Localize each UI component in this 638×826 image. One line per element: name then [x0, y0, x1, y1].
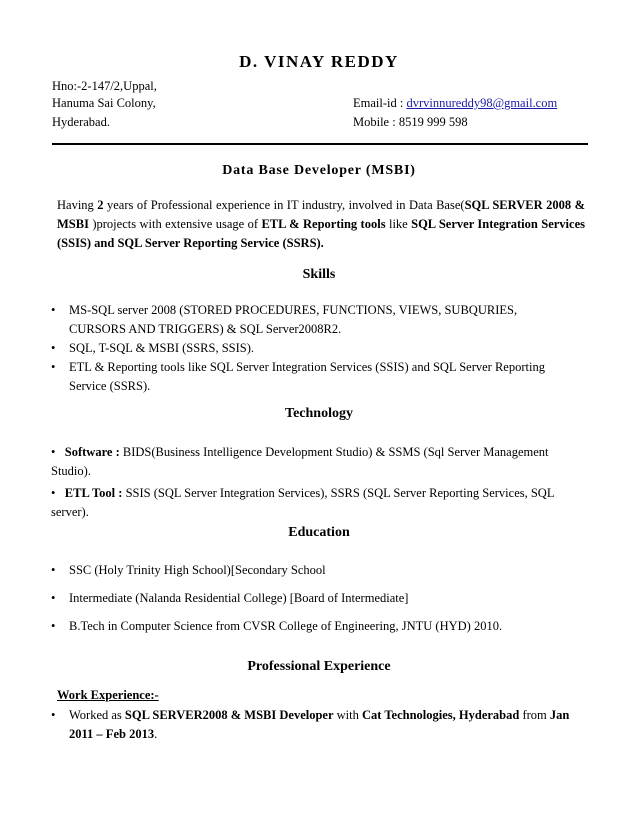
skills-list [51, 301, 571, 396]
list-item [51, 358, 571, 396]
list-item [51, 617, 579, 636]
summary-text: Having [57, 198, 98, 212]
experience-text: with [333, 708, 363, 722]
summary-text: years of Professional experience in IT industry, involved in Data Base( [103, 198, 465, 212]
tech-text: BIDS(Business Intelligence Development Studio) & SSMS (Sql Server Management Studio). [51, 445, 549, 478]
experience-heading: Professional Experience [247, 659, 391, 674]
summary-tools: ETL & Reporting tools [261, 217, 386, 231]
summary-paragraph [57, 196, 585, 253]
list-item [51, 339, 571, 358]
experience-text: Worked as [69, 708, 125, 722]
address-line-3: Hyderabad. [52, 115, 110, 129]
bullet-icon: • [51, 486, 56, 500]
bullet-icon: • [51, 591, 56, 605]
bullet-icon: • [51, 360, 56, 374]
education-text: Intermediate (Nalanda Residential College) [Board of Intermediate] [69, 591, 409, 605]
email-link[interactable]: dvrvinnureddy98@gmail.com [406, 96, 558, 110]
bullet-icon: • [51, 341, 56, 355]
candidate-name: D. VINAY REDDY [239, 52, 399, 71]
bullet-icon: • [51, 303, 56, 317]
list-item [51, 443, 579, 481]
experience-dates: Jan 2011 – Feb 2013 [69, 708, 570, 741]
tech-label: ETL Tool : [64, 486, 123, 500]
summary-years: 2 [97, 198, 104, 212]
education-text: B.Tech in Computer Science from CVSR College of Engineering, JNTU (HYD) 2010. [69, 619, 503, 633]
list-item [51, 706, 579, 744]
experience-list [51, 706, 579, 744]
email-row [353, 96, 557, 111]
skill-text: SQL, T-SQL & MSBI (SSRS, SSIS). [69, 341, 255, 355]
skill-text: MS-SQL server 2008 (STORED PROCEDURES, FUNCTIONS, VIEWS, SUBQURIES, CURSORS AND TRIGGERS) & SQL Server2008R2. [69, 303, 518, 336]
technology-list [51, 443, 579, 522]
list-item [51, 561, 579, 580]
bullet-icon: • [51, 708, 56, 722]
summary-text: )projects with extensive usage of [88, 217, 262, 231]
summary-tech: SQL SERVER 2008 & MSBI [57, 198, 585, 231]
experience-company: Cat Technologies, Hyderabad [362, 708, 520, 722]
summary-services: SQL Server Integration Services (SSIS) and SQL Server Reporting Service (SSRS). [57, 217, 585, 250]
mobile-number: 8519 999 598 [398, 115, 468, 129]
experience-role: SQL SERVER2008 & MSBI Developer [124, 708, 334, 722]
bullet-icon: • [51, 619, 56, 633]
tech-label: Software : [64, 445, 120, 459]
mobile-row [353, 115, 468, 130]
bullet-icon: • [51, 563, 56, 577]
skill-text: ETL & Reporting tools like SQL Server Integration Services (SSIS) and SQL Server Reporting Service (SSRS). [69, 360, 545, 393]
education-text: SSC (Holy Trinity High School)[Secondary School [69, 563, 326, 577]
list-item [51, 484, 579, 522]
list-item [51, 301, 571, 339]
mobile-label: Mobile : [353, 115, 399, 129]
address-line-1: Hno:-2-147/2,Uppal, [52, 79, 157, 93]
bullet-icon: • [51, 445, 56, 459]
summary-text: like [385, 217, 412, 231]
tech-text: SSIS (SQL Server Integration Services), SSRS (SQL Server Reporting Services, SQL server). [51, 486, 555, 519]
experience-text: . [154, 727, 158, 741]
skills-heading: Skills [302, 267, 336, 282]
work-experience-title: Work Experience:- [57, 688, 159, 702]
email-label: Email-id : [353, 96, 407, 110]
list-item [51, 589, 579, 608]
experience-text: from [519, 708, 550, 722]
address-line-2: Hanuma Sai Colony, [52, 96, 156, 110]
education-heading: Education [288, 525, 350, 540]
summary-heading: Data Base Developer (MSBI) [222, 163, 416, 178]
header-divider [52, 143, 588, 145]
technology-heading: Technology [285, 406, 353, 421]
education-list [51, 561, 579, 645]
